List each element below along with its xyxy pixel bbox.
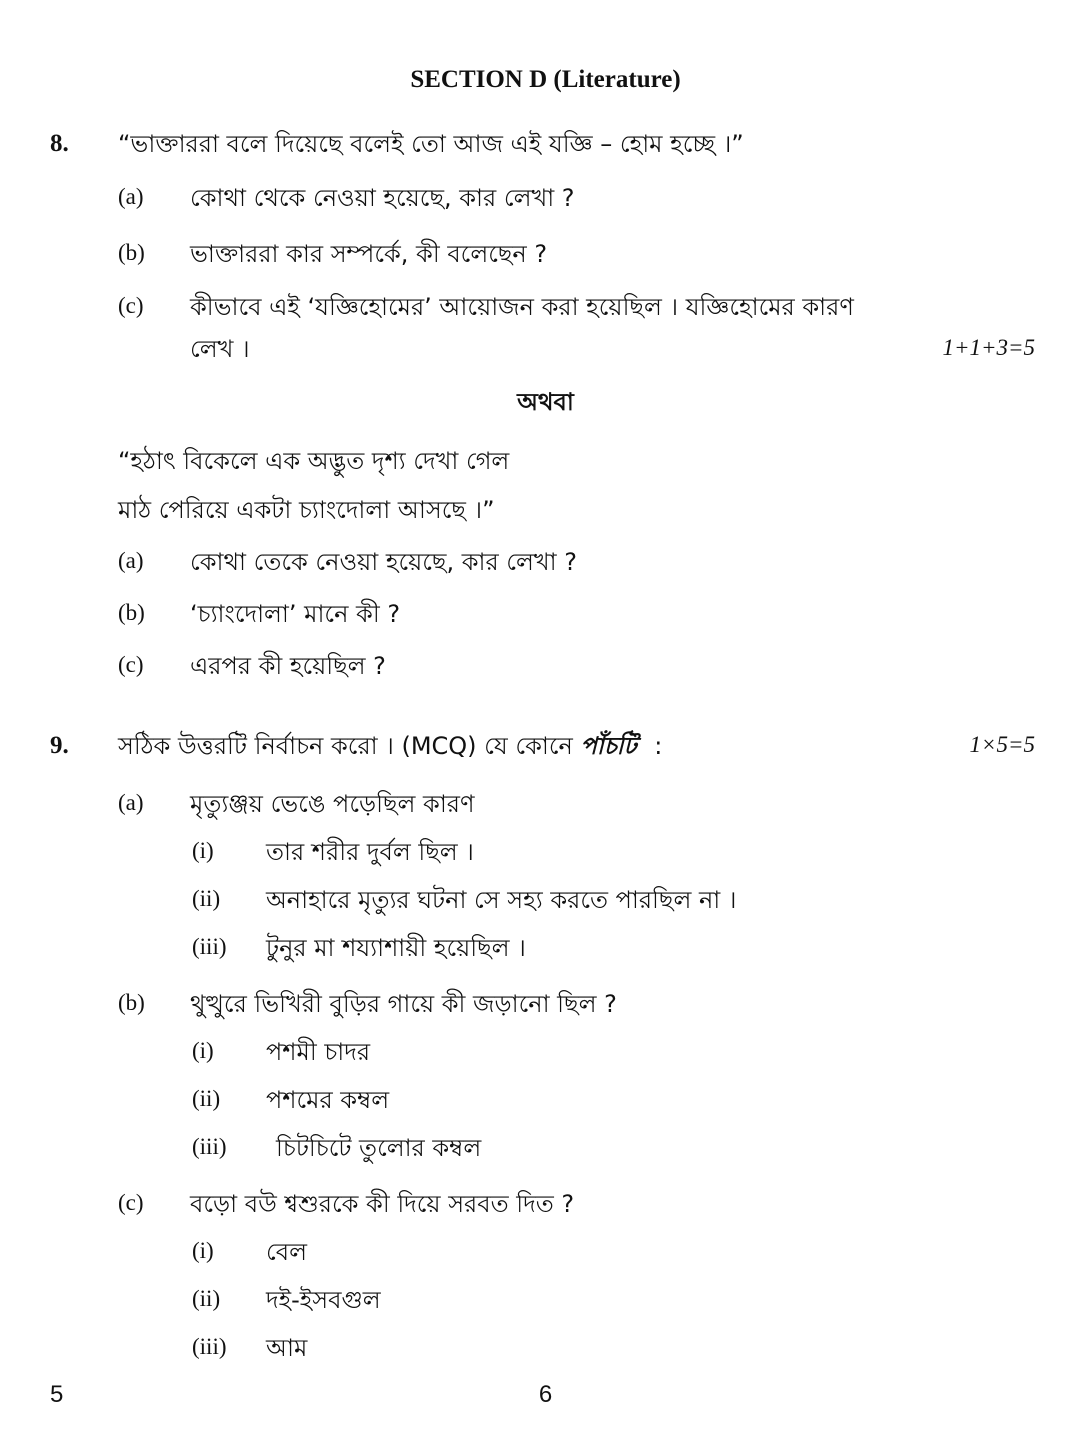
q9-a-option-text: অনাহারে মৃত্যুর ঘটনা সে সহ্য করতে পারছিল না । (266, 886, 737, 914)
q8-alt-part-c-label: (c) (118, 652, 144, 677)
q9-instruction-suffix: : (654, 732, 663, 760)
q9-item-b-text: থুত্থুরে ভিখিরী বুড়ির গায়ে কী জড়ানো ছিল ? (190, 990, 617, 1018)
q8-part-b-label: (b) (118, 240, 145, 265)
q9-c-option-text: আম (266, 1334, 308, 1362)
q9-b-option-label: (ii) (192, 1086, 221, 1111)
q9-b-option-text: পশমের কম্বল (266, 1086, 390, 1114)
q8-part-b-text: ভাক্তাররা কার সম্পর্কে, কী বলেছেন ? (190, 240, 548, 268)
q8-part-c-text-line1: কীভাবে এই ‘যজ্ঞিহোমের’ আয়োজন করা হয়েছিল । যজ্ঞিহোমের কারণ (190, 293, 854, 321)
q8-part-a-text: কোথা থেকে নেওয়া হয়েছে, কার লেখা ? (190, 184, 575, 212)
q9-b-option-text: পশমী চাদর (266, 1038, 371, 1066)
q8-alt-quote-line1: “হঠাৎ বিকেলে এক অদ্ভুত দৃশ্য দেখা গেল (118, 447, 510, 475)
q9-instruction-emphasis: পাঁচটি (580, 732, 637, 760)
q8-marks: 1+1+3=5 (942, 335, 1035, 360)
q8-quote: “ভাক্তাররা বলে দিয়েছে বলেই তো আজ এই যজ্ঞি – হোম হচ্ছে ।” (118, 130, 744, 158)
q9-a-option-label: (i) (192, 838, 214, 863)
q9-c-option-text: বেল (266, 1238, 307, 1266)
q8-alt-part-a-label: (a) (118, 548, 144, 573)
or-label: অথবা (517, 388, 574, 416)
q9-a-option-label: (iii) (192, 934, 227, 959)
q9-a-option-text: তার শরীর দুর্বল ছিল । (266, 838, 474, 866)
q9-b-option-label: (iii) (192, 1134, 227, 1159)
q9-item-c-label: (c) (118, 1190, 144, 1215)
q9-item-a-text: মৃত্যুঞ্জয় ভেঙে পড়েছিল কারণ (190, 790, 475, 818)
q9-a-option-label: (ii) (192, 886, 221, 911)
q9-item-b-label: (b) (118, 990, 145, 1015)
q9-c-option-label: (iii) (192, 1334, 227, 1359)
q9-b-option-text: চিটচিটে তুলোর কম্বল (276, 1134, 482, 1162)
q9-c-option-label: (ii) (192, 1286, 221, 1311)
q9-item-c-text: বড়ো বউ শ্বশুরকে কী দিয়ে সরবত দিত ? (190, 1190, 575, 1218)
footer-code: 5 (50, 1381, 64, 1408)
q8-part-a-label: (a) (118, 184, 144, 209)
q9-b-option-label: (i) (192, 1038, 214, 1063)
q8-alt-part-b-label: (b) (118, 600, 145, 625)
q8-part-c-label: (c) (118, 293, 144, 318)
question-number-9: 9. (50, 732, 69, 759)
q9-instruction-prefix: সঠিক উত্তরটি নির্বাচন করো । (MCQ) যে কোনে (118, 732, 573, 760)
q9-c-option-label: (i) (192, 1238, 214, 1263)
q9-marks: 1×5=5 (969, 732, 1035, 757)
q9-c-option-text: দই-ইসবগুল (266, 1286, 381, 1314)
q8-alt-part-b-text: ‘চ্যাংদোলা’ মানে কী ? (190, 600, 401, 628)
q9-a-option-text: টুনুর মা শয্যাশায়ী হয়েছিল । (266, 934, 526, 962)
q8-alt-part-a-text: কোথা তেকে নেওয়া হয়েছে, কার লেখা ? (190, 548, 578, 576)
question-number-8: 8. (50, 130, 69, 157)
q8-alt-quote-line2: মাঠ পেরিয়ে একটা চ্যাংদোলা আসছে ।” (118, 496, 495, 524)
page-number: 6 (538, 1381, 553, 1408)
q8-part-c-text-line2: লেখ । (190, 335, 250, 363)
q9-instruction (118, 728, 662, 768)
q8-alt-part-c-text: এরপর কী হয়েছিল ? (190, 652, 386, 680)
q9-item-a-label: (a) (118, 790, 144, 815)
section-title: SECTION D (Literature) (410, 66, 681, 93)
